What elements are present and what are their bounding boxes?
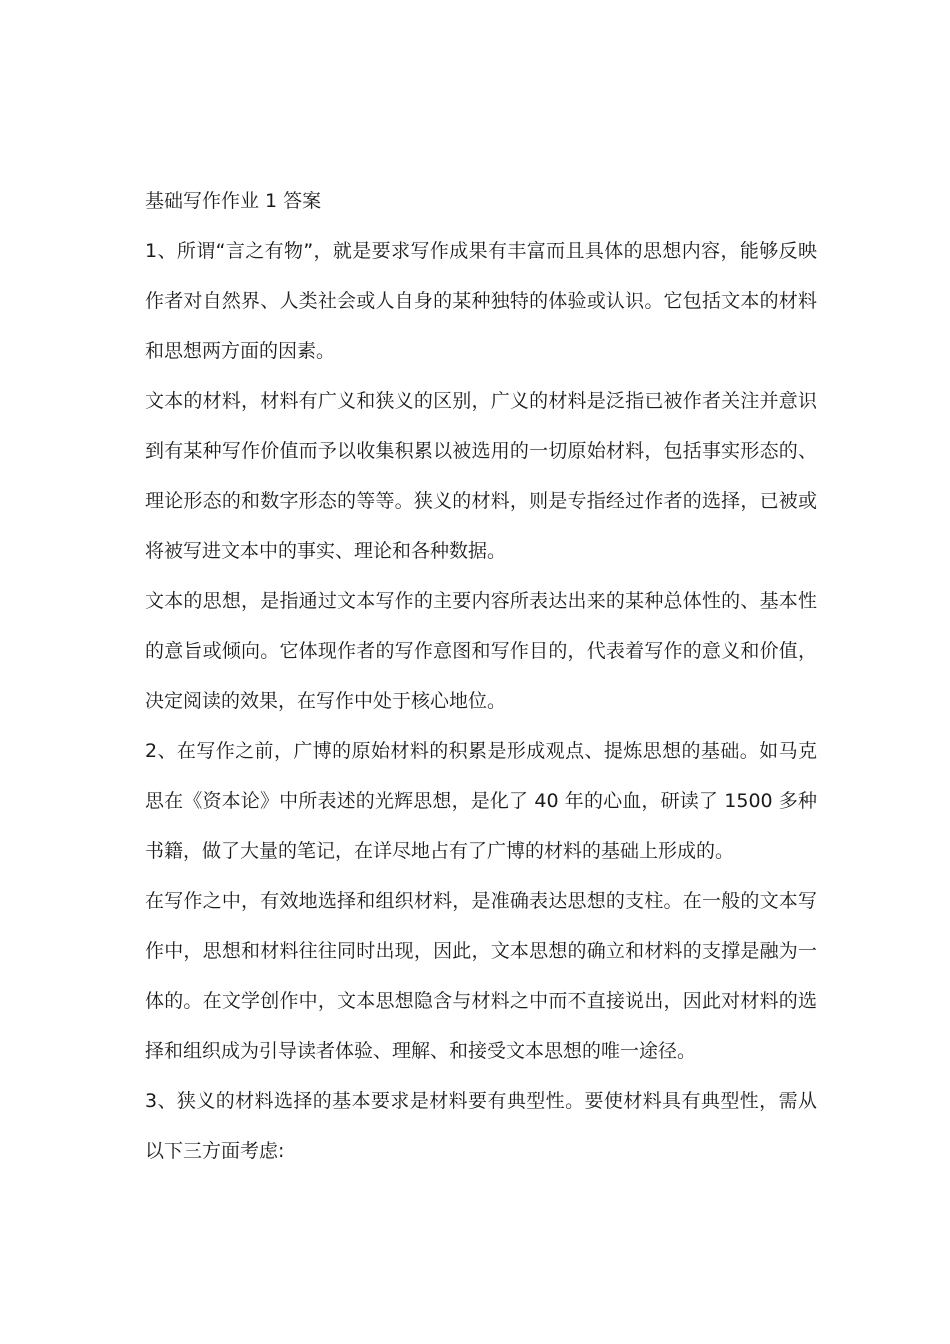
paragraph-6: 3、狭义的材料选择的基本要求是材料要有典型性。要使材料具有典型性，需从以下三方面考虑:: [145, 1090, 817, 1162]
paragraph-4: 2、在写作之前，广博的原始材料的积累是形成观点、提炼思想的基础。如马克思在《资本论》中所表述的光辉思想，是化了 40 年的心血，研读了 1500 多种书籍，做了大量的笔记，在详尽地占有了广博的材料的基础上形成的。: [145, 740, 817, 862]
document-title: 基础写作作业 1 答案: [145, 190, 322, 212]
paragraph-5: 在写作之中，有效地选择和组织材料，是准确表达思想的支柱。在一般的文本写作中，思想和材料往往同时出现，因此，文本思想的确立和材料的支撑是融为一体的。在文学创作中，文本思想隐含与材料之中而不直接说出，因此对材料的选择和组织成为引导读者体验、理解、和接受文本思想的唯一途径。: [145, 890, 817, 1062]
document-body: [145, 176, 817, 1176]
paragraph-1: 1、所谓“言之有物”，就是要求写作成果有丰富而且具体的思想内容，能够反映作者对自然界、人类社会或人自身的某种独特的体验或认识。它包括文本的材料和思想两方面的因素。: [145, 240, 817, 362]
paragraph-2: 文本的材料，材料有广义和狭义的区别，广义的材料是泛指已被作者关注并意识到有某种写作价值而予以收集积累以被选用的一切原始材料，包括事实形态的、理论形态的和数字形态的等等。狭义的材料，则是专指经过作者的选择，已被或将被写进文本中的事实、理论和各种数据。: [145, 390, 817, 562]
paragraph-3: 文本的思想，是指通过文本写作的主要内容所表达出来的某种总体性的、基本性的意旨或倾向。它体现作者的写作意图和写作目的，代表着写作的意义和价值，决定阅读的效果，在写作中处于核心地位。: [145, 590, 817, 712]
